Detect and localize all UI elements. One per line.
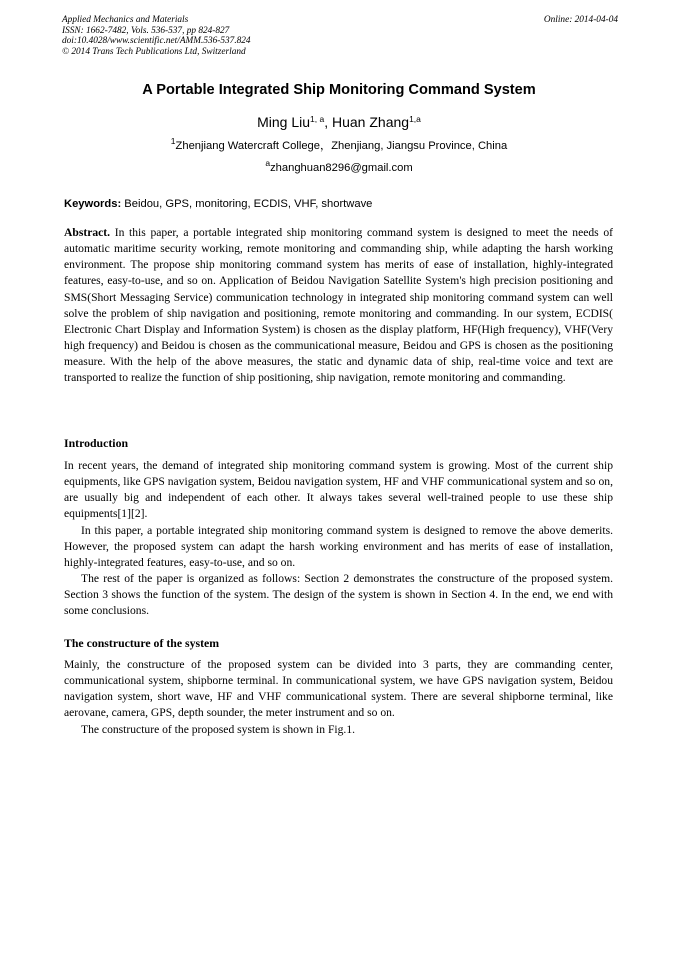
issn-line: ISSN: 1662-7482, Vols. 536-537, pp 824-827 <box>62 25 230 36</box>
paragraph: In this paper, a portable integrated ship monitoring command system is designed to remove the above demerits. However, the proposed system can adapt the harsh working environment and has merits of ease of installation, highly-integrated features, easy-to-use, and so on. <box>64 523 613 569</box>
keywords-text: Beidou, GPS, monitoring, ECDIS, VHF, shortwave <box>121 198 373 210</box>
journal-header <box>62 15 618 57</box>
paragraph: The rest of the paper is organized as follows: Section 2 demonstrates the constructure of the proposed system. Section 3 shows the function of the system. The design of the system is shown in Section 4. In the end, we end with some conclusions. <box>64 572 613 618</box>
email-address[interactable]: zhanghuan8296@gmail.com <box>270 162 413 174</box>
email <box>0 158 678 175</box>
affiliation <box>0 136 678 153</box>
paragraph: In recent years, the demand of integrated ship monitoring command system is growing. Most of the current ship equipments, like GPS navigation system, Beidou navigation system, HF and VHF communicational system and so on, are usually big and independent of each other. It always takes several well-trained people to use these ship equipments[1][2]. <box>64 459 613 521</box>
email-superscript: a <box>265 158 271 168</box>
affiliation-superscript: 1 <box>170 136 176 146</box>
paragraph: Mainly, the constructure of the proposed system can be divided into 3 parts, they are commanding center, communicational system, shipborne terminal. In communicational system, we have GPS navigation system, Beidou navigation system, short wave, HF and VHF communicational system. There are several shipborne terminal, like aerovane, camera, GPS, depth sounder, the meter instrument and so on. <box>64 658 613 720</box>
doi-line: doi:10.4028/www.scientific.net/AMM.536-537.824 <box>62 36 251 47</box>
abstract-paragraph <box>64 225 613 387</box>
keywords <box>64 197 616 211</box>
section-heading-introduction: Introduction <box>64 436 129 450</box>
author-superscript: 1, a <box>310 114 325 124</box>
constructure-body <box>64 657 613 738</box>
copyright-line: © 2014 Trans Tech Publications Ltd, Switzerland <box>62 46 246 57</box>
author-name: Ming Liu <box>257 114 311 130</box>
author-name: Huan Zhang <box>332 114 410 130</box>
author-line <box>0 113 678 131</box>
journal-name: Applied Mechanics and Materials <box>62 15 189 25</box>
author-separator: , <box>324 114 332 130</box>
paragraph: The constructure of the proposed system is shown in Fig.1. <box>81 722 356 736</box>
abstract <box>64 225 613 387</box>
online-date: Online: 2014-04-04 <box>543 15 618 25</box>
affiliation-text: Zhenjiang Watercraft College，Zhenjiang, Jiangsu Province, China <box>175 140 508 152</box>
author-superscript: 1,a <box>409 114 421 124</box>
paper-title: A Portable Integrated Ship Monitoring Command System <box>142 82 536 98</box>
abstract-text: In this paper, a portable integrated ship monitoring command system is designed to meet the needs of automatic maritime security working, remote monitoring and commanding ship, while adapting the harsh working environment. The propose ship monitoring command system has merits of ease of installation, highly-integrated features, easy-to-use, and so on. Application of Beidou Navigation Satellite System's high precision positioning and SMS(Short Messaging Service) communication technology in integrated ship monitoring command system can well solve the problem of ship navigation and positioning, remote monitoring and commanding. In our system, ECDIS( Electronic Chart Display and Information System) is chosen as the display platform, HF(High frequency), VHF(Very high frequency) and Beidou is chosen as the communicational measure, Beidou and GPS is chosen as the positioning measure. With the help of the above measures, the static and dynamic data of ship, real-time voice and text are transported to realize the function of ship positioning, ship navigation, remote monitoring and commanding. <box>64 226 613 385</box>
introduction-body <box>64 458 613 620</box>
abstract-label: Abstract. <box>64 226 111 239</box>
section-heading-constructure: The constructure of the system <box>64 636 220 650</box>
keywords-label: Keywords: <box>64 198 122 210</box>
